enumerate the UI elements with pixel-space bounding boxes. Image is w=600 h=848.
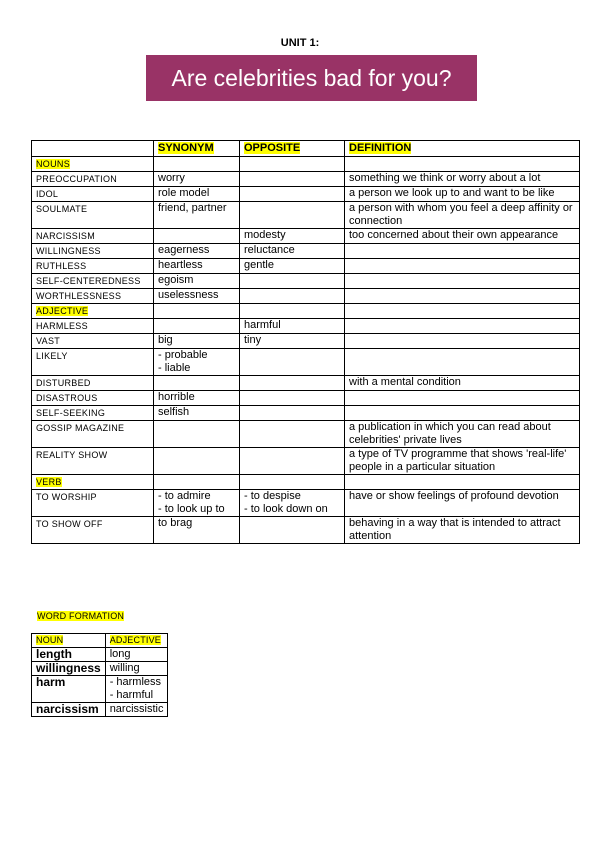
empty-cell	[240, 304, 345, 319]
table-row	[32, 490, 580, 517]
term-cell: GOSSIP MAGAZINE	[32, 421, 154, 448]
term-cell: TO SHOW OFF	[32, 517, 154, 544]
section-label: NOUNS	[32, 157, 154, 172]
section-row	[32, 304, 580, 319]
table-row	[32, 406, 580, 421]
header-definition: DEFINITION	[345, 141, 580, 157]
table-row	[32, 517, 580, 544]
opposite-cell	[240, 517, 345, 544]
definition-cell	[345, 391, 580, 406]
section-label: ADJECTIVE	[32, 304, 154, 319]
word-formation-title: WORD FORMATION	[37, 611, 125, 621]
synonym-cell: big	[154, 334, 240, 349]
table-row	[32, 391, 580, 406]
synonym-cell: uselessness	[154, 289, 240, 304]
definition-cell	[345, 406, 580, 421]
empty-cell	[154, 304, 240, 319]
opposite-cell: gentle	[240, 259, 345, 274]
term-cell: HARMLESS	[32, 319, 154, 334]
empty-cell	[154, 475, 240, 490]
synonym-cell: to brag	[154, 517, 240, 544]
opposite-cell	[240, 289, 345, 304]
wf-row	[32, 648, 168, 662]
definition-cell: something we think or worry about a lot	[345, 172, 580, 187]
vocab-body	[32, 157, 580, 544]
term-cell: DISASTROUS	[32, 391, 154, 406]
table-row	[32, 202, 580, 229]
table-row	[32, 334, 580, 349]
header-opposite: OPPOSITE	[240, 141, 345, 157]
wf-header-adjective: ADJECTIVE	[105, 634, 168, 648]
table-row	[32, 172, 580, 187]
empty-cell	[345, 475, 580, 490]
opposite-cell	[240, 421, 345, 448]
opposite-cell	[240, 349, 345, 376]
term-cell: REALITY SHOW	[32, 448, 154, 475]
synonym-cell: eagerness	[154, 244, 240, 259]
wf-adjective-cell: willing	[105, 662, 168, 676]
definition-cell	[345, 259, 580, 274]
unit-label: UNIT 1:	[280, 37, 320, 49]
wf-noun-cell: harm	[32, 676, 106, 703]
wf-adjective-cell: narcissistic	[105, 703, 168, 717]
term-cell: VAST	[32, 334, 154, 349]
term-cell: TO WORSHIP	[32, 490, 154, 517]
opposite-cell	[240, 274, 345, 289]
synonym-cell	[154, 376, 240, 391]
empty-cell	[240, 475, 345, 490]
table-row	[32, 259, 580, 274]
term-cell: SELF-SEEKING	[32, 406, 154, 421]
table-row	[32, 289, 580, 304]
opposite-cell: modesty	[240, 229, 345, 244]
term-cell: SELF-CENTEREDNESS	[32, 274, 154, 289]
header-synonym: SYNONYM	[154, 141, 240, 157]
term-cell: WORTHLESSNESS	[32, 289, 154, 304]
definition-cell	[345, 274, 580, 289]
synonym-cell: egoism	[154, 274, 240, 289]
opposite-cell	[240, 376, 345, 391]
synonym-cell: heartless	[154, 259, 240, 274]
wf-noun-cell: narcissism	[32, 703, 106, 717]
section-row	[32, 157, 580, 172]
synonym-cell: - probable - liable	[154, 349, 240, 376]
vocab-header-row	[32, 141, 580, 157]
empty-cell	[154, 157, 240, 172]
empty-cell	[240, 157, 345, 172]
opposite-cell: - to despise - to look down on	[240, 490, 345, 517]
definition-cell: a person with whom you feel a deep affinity or connection	[345, 202, 580, 229]
table-row	[32, 349, 580, 376]
term-cell: LIKELY	[32, 349, 154, 376]
definition-cell: too concerned about their own appearance	[345, 229, 580, 244]
definition-cell: have or show feelings of profound devotion	[345, 490, 580, 517]
definition-cell: a type of TV programme that shows 'real-life' people in a particular situation	[345, 448, 580, 475]
section-row	[32, 475, 580, 490]
term-cell: SOULMATE	[32, 202, 154, 229]
synonym-cell	[154, 448, 240, 475]
table-row	[32, 421, 580, 448]
wf-row	[32, 662, 168, 676]
wf-header-row	[32, 634, 168, 648]
term-cell: WILLINGNESS	[32, 244, 154, 259]
wf-adjective-cell: - harmless - harmful	[105, 676, 168, 703]
definition-cell: a person we look up to and want to be like	[345, 187, 580, 202]
header-blank	[32, 141, 154, 157]
synonym-cell: worry	[154, 172, 240, 187]
table-row	[32, 319, 580, 334]
wf-body	[32, 648, 168, 717]
wf-noun-cell: willingness	[32, 662, 106, 676]
table-row	[32, 187, 580, 202]
page-title: Are celebrities bad for you?	[146, 55, 477, 101]
definition-cell	[345, 289, 580, 304]
definition-cell: a publication in which you can read about celebrities' private lives	[345, 421, 580, 448]
definition-cell	[345, 319, 580, 334]
table-row	[32, 244, 580, 259]
term-cell: RUTHLESS	[32, 259, 154, 274]
synonym-cell: role model	[154, 187, 240, 202]
opposite-cell	[240, 172, 345, 187]
table-row	[32, 376, 580, 391]
definition-cell	[345, 244, 580, 259]
synonym-cell: horrible	[154, 391, 240, 406]
table-row	[32, 229, 580, 244]
synonym-cell: friend, partner	[154, 202, 240, 229]
term-cell: IDOL	[32, 187, 154, 202]
definition-cell	[345, 334, 580, 349]
definition-cell: behaving in a way that is intended to attract attention	[345, 517, 580, 544]
definition-cell	[345, 349, 580, 376]
opposite-cell	[240, 406, 345, 421]
opposite-cell: tiny	[240, 334, 345, 349]
wf-row	[32, 703, 168, 717]
vocabulary-table	[31, 140, 580, 544]
empty-cell	[345, 157, 580, 172]
opposite-cell: harmful	[240, 319, 345, 334]
term-cell: DISTURBED	[32, 376, 154, 391]
synonym-cell: - to admire - to look up to	[154, 490, 240, 517]
opposite-cell: reluctance	[240, 244, 345, 259]
synonym-cell	[154, 319, 240, 334]
definition-cell: with a mental condition	[345, 376, 580, 391]
opposite-cell	[240, 187, 345, 202]
term-cell: NARCISSISM	[32, 229, 154, 244]
section-label: VERB	[32, 475, 154, 490]
wf-noun-cell: length	[32, 648, 106, 662]
table-row	[32, 274, 580, 289]
term-cell: PREOCCUPATION	[32, 172, 154, 187]
synonym-cell	[154, 229, 240, 244]
word-formation-table	[31, 633, 168, 717]
wf-row	[32, 676, 168, 703]
wf-adjective-cell: long	[105, 648, 168, 662]
synonym-cell: selfish	[154, 406, 240, 421]
opposite-cell	[240, 391, 345, 406]
opposite-cell	[240, 202, 345, 229]
wf-header-noun: NOUN	[32, 634, 106, 648]
table-row	[32, 448, 580, 475]
synonym-cell	[154, 421, 240, 448]
empty-cell	[345, 304, 580, 319]
opposite-cell	[240, 448, 345, 475]
